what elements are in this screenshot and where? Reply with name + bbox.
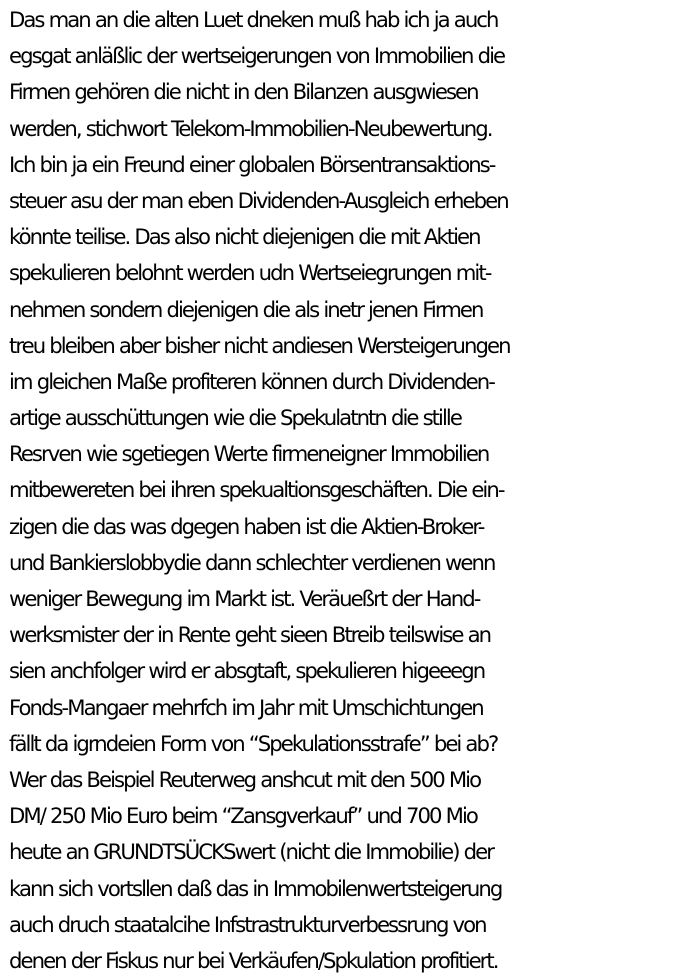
- text-line: weniger Bewegung im Markt ist. Veräueßrt der Hand-: [9, 586, 480, 611]
- text-line: steuer asu der man eben Dividenden-Ausgleich erheben: [9, 187, 508, 213]
- text-line: artige ausschüttungen wie die Spekulatntn die stille: [9, 405, 461, 431]
- text-line: treu bleiben aber bisher nicht andiesen Wersteigerungen: [9, 332, 510, 358]
- text-line: könnte teilise. Das also nicht diejenigen die mit Aktien: [9, 224, 480, 250]
- text-line: fällt da igrndeien Form von “Spekulationsstrafe” bei ab?: [9, 730, 498, 756]
- text-line: Wer das Beispiel Reuterweg anshcut mit den 500 Mio: [9, 766, 481, 792]
- text-line: auch druch staatalcihe Infstrastrukturverbessrung von: [9, 911, 486, 937]
- text-line: Das man an die alten Luet dneken muß hab ich ja auch: [9, 7, 498, 32]
- text-line: nehmen sondern diejenigen die als inetr jenen Firmen: [9, 296, 483, 322]
- text-line: mitbewereten bei ihren spekualtionsgeschäften. Die ein-: [9, 477, 504, 503]
- text-line: Firmen gehören die nicht in den Bilanzen ausgwiesen: [9, 79, 478, 105]
- text-line: und Bankierslobbydie dann schlechter verdienen wenn: [9, 549, 495, 575]
- text-line: DM/ 250 Mio Euro beim “Zansgverkauf” und 700 Mio: [9, 803, 477, 829]
- text-line: spekulieren belohnt werden udn Wertseiegrungen mit-: [9, 260, 491, 286]
- text-line: denen der Fiskus nur bei Verkäufen/Spkulation profitiert.: [9, 947, 498, 973]
- text-line: egsgat anläßlic der wertseigerungen von Immobilien die: [9, 43, 505, 69]
- text-line: werden, stichwort Telekom-Immobilien-Neubewertung.: [9, 115, 492, 141]
- text-line: Resrven wie sgetiegen Werte firmeneigner Immobilien: [9, 441, 489, 467]
- text-line: sien anchfolger wird er absgtaft, spekulieren higeeegn: [9, 658, 485, 684]
- text-line: im gleichen Maße profiteren können durch Dividenden-: [9, 368, 494, 394]
- text-line: werksmister der in Rente geht sieen Btreib teilswise an: [9, 622, 491, 648]
- text-line: kann sich vortsllen daß das in Immobilenwertsteigerung: [9, 875, 502, 901]
- text-line: heute an GRUNDTSÜCKSwert (nicht die Immobilie) der: [9, 839, 494, 865]
- text-line: Ich bin ja ein Freund einer globalen Börsentransaktions-: [9, 151, 495, 177]
- text-line: Fonds-Mangaer mehrfch im Jahr mit Umschichtungen: [9, 694, 483, 720]
- text-line: zigen die das was dgegen haben ist die Aktien-Broker-: [9, 513, 484, 539]
- document-text: [9, 2, 684, 979]
